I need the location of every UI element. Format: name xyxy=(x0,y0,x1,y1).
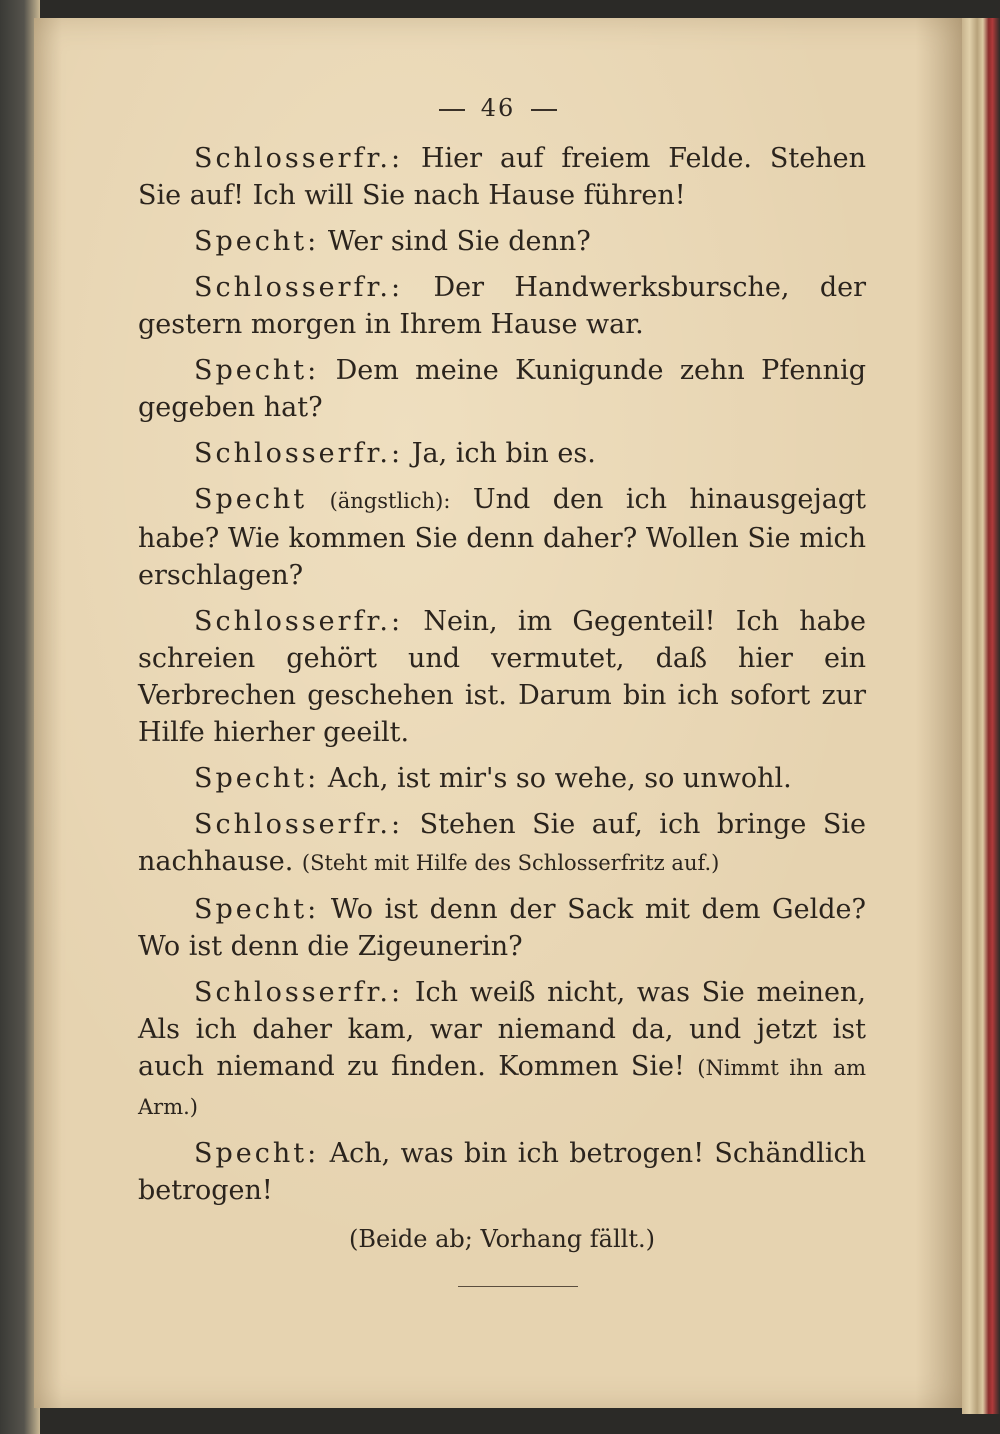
speech: Und den ich hinausgejagt habe? Wie kommen Sie denn daher? Wollen Sie mich erschlagen? xyxy=(138,484,867,591)
stage-direction: (Nimmt ihn am Arm.) xyxy=(138,1056,866,1119)
dash-right xyxy=(531,109,557,111)
stage-note: (ängstlich): xyxy=(329,489,451,513)
closing-stage-direction: (Beide ab; Vorhang fällt.) xyxy=(349,1225,655,1253)
dialogue-line xyxy=(138,352,866,426)
speech: Ach, was bin ich betrogen! Schändlich betrogen! xyxy=(138,1138,866,1206)
speech: Wo ist denn der Sack mit dem Gelde? Wo ist denn die Zigeunerin? xyxy=(138,894,866,962)
dialogue-line xyxy=(138,481,866,594)
page-edges xyxy=(962,18,1000,1414)
dialogue-line xyxy=(138,140,866,214)
speech: Wer sind Sie denn? xyxy=(327,226,591,257)
speech: Ja, ich bin es. xyxy=(411,438,596,469)
dialogue-line xyxy=(138,603,866,751)
speech: Hier auf freiem Felde. Stehen Sie auf! Ich will Sie nach Hause führen! xyxy=(138,143,866,211)
dash-left xyxy=(439,109,465,111)
dialogue-line xyxy=(138,223,866,260)
dialogue-line xyxy=(138,806,866,882)
speech: Nein, im Gegenteil! Ich habe schreien gehört und vermutet, daß hier ein Verbrechen geschehen ist. Darum bin ich sofort zur Hilfe hierher geeilt. xyxy=(138,606,866,748)
speech: Ich weiß nicht, was Sie meinen, Als ich daher kam, war niemand da, und jetzt ist auch niemand zu finden. Kommen Sie! xyxy=(138,977,866,1082)
speech: Der Handwerksbursche, der gestern morgen in Ihrem Hause war. xyxy=(138,272,866,340)
speaker: Schlosserfr.: xyxy=(194,977,404,1008)
dialogue-line xyxy=(138,435,866,472)
dialogue-line xyxy=(138,891,866,965)
speech: Ach, ist mir's so wehe, so unwohl. xyxy=(327,763,792,794)
speaker: Specht: xyxy=(194,355,320,386)
speech: Dem meine Kunigunde zehn Pfennig gegeben hat? xyxy=(138,355,866,423)
play-text xyxy=(138,140,866,1282)
speaker: Schlosserfr.: xyxy=(194,438,404,469)
page-number: 46 xyxy=(480,94,516,122)
speaker: Specht: xyxy=(194,1138,320,1169)
stage-direction: (Steht mit Hilfe des Schlosserfritz auf.) xyxy=(301,851,720,875)
dialogue-line xyxy=(138,760,866,797)
speaker: Schlosserfr.: xyxy=(194,606,404,637)
end-rule xyxy=(458,1286,578,1287)
speech: Stehen Sie auf, ich bringe Sie nachhause. xyxy=(138,809,866,877)
speaker: Specht xyxy=(194,484,308,515)
dialogue-line xyxy=(138,269,866,343)
page-number-line xyxy=(34,94,962,122)
speaker: Specht: xyxy=(194,226,320,257)
dialogue-line xyxy=(138,1135,866,1209)
speaker: Specht: xyxy=(194,763,320,794)
speaker: Schlosserfr.: xyxy=(194,272,404,303)
speaker: Schlosserfr.: xyxy=(194,809,404,840)
speaker: Specht: xyxy=(194,894,320,925)
dialogue-line xyxy=(138,974,866,1126)
speaker: Schlosserfr.: xyxy=(194,143,404,174)
